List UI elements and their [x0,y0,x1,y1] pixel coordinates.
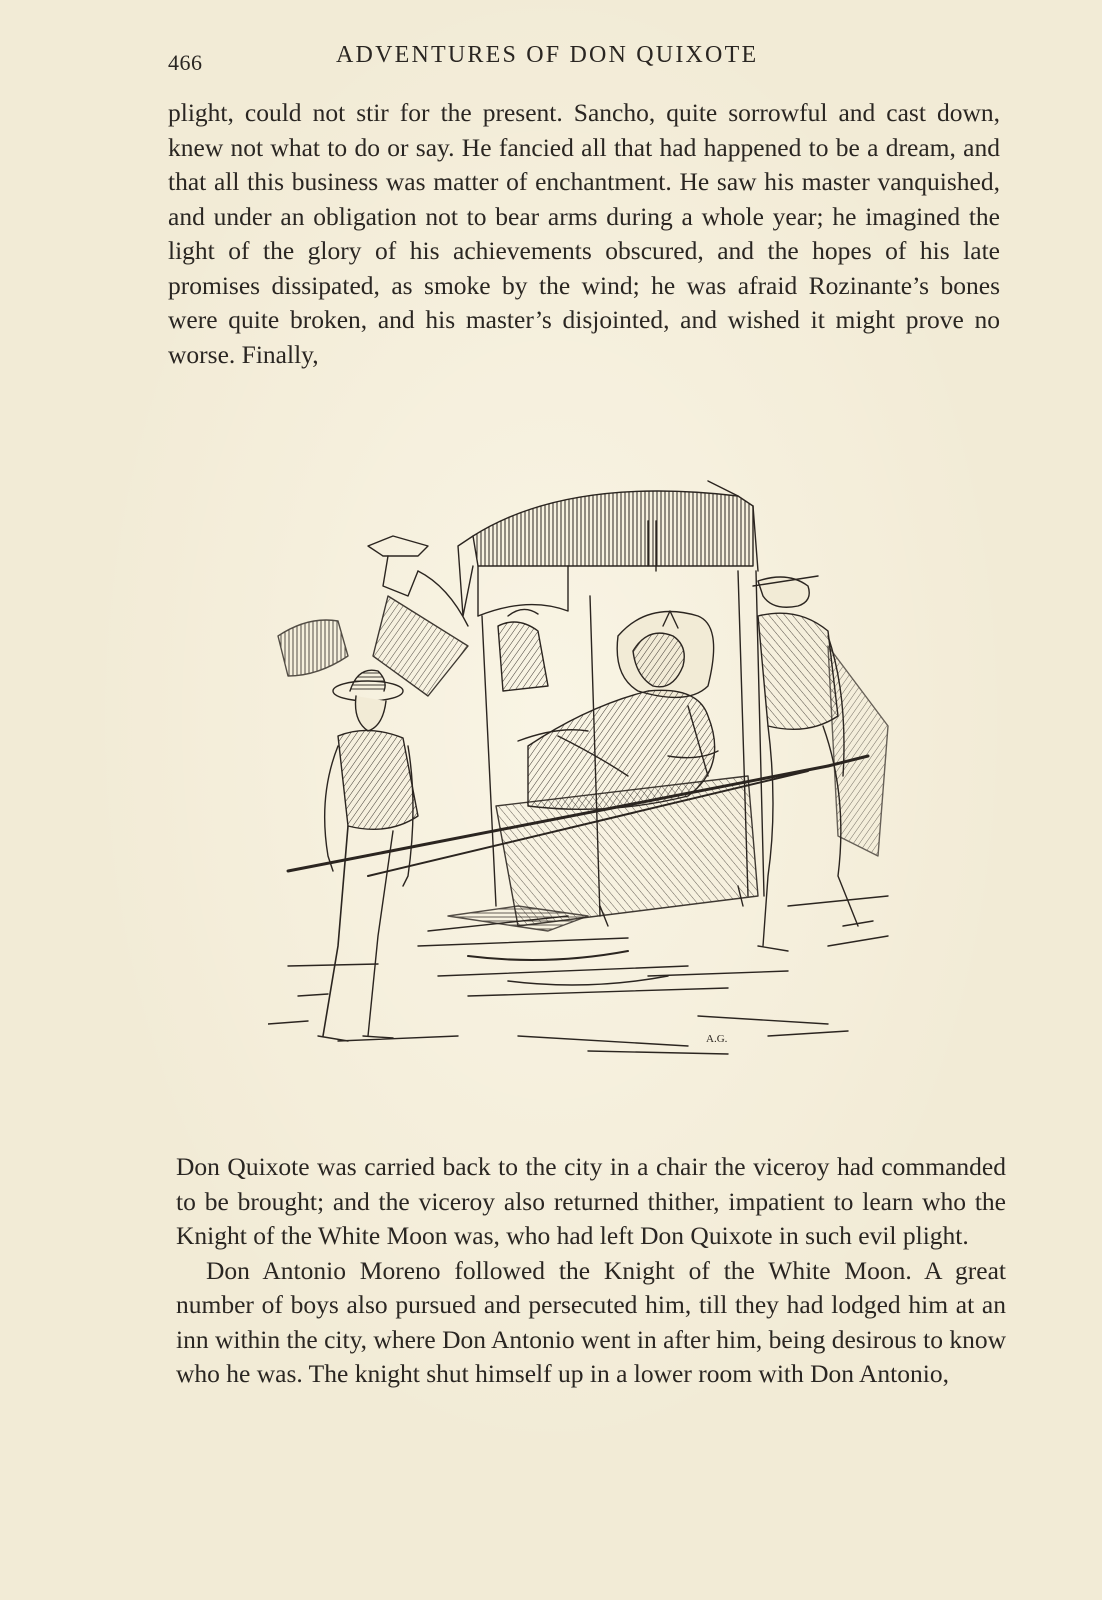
running-title: ADVENTURES OF DON QUIXOTE [336,42,759,68]
paragraph-chair: Don Quixote was carried back to the city in a chair the viceroy had commanded to be brought; and the viceroy also returned thither, impatient to learn who the Knight of the White Moon was, who had left Don Quixote in such evil plight. [176,1152,1006,1250]
page-number: 466 [168,50,203,75]
running-head [168,40,998,76]
engraver-signature: A.G. [706,1033,728,1045]
top-text-block [168,96,1000,372]
bottom-text-block [176,1150,1006,1392]
sedan-chair-engraving [268,476,903,1096]
top-paragraph: plight, could not stir for the present. Sancho, quite sorrowful and cast down, knew not what to do or say. He fancied all that had happened to be a dream, and that all this business was matter of enchantment. He saw his master vanquished, and under an obligation not to bear arms during a whole year; he imagined the light of the glory of his achievements obscured, and the hopes of his late promises dissipated, as smoke by the wind; he was afraid Rozinante’s bones were quite broken, and his master’s disjointed, and wished it might prove no worse. Finally, [168,98,1000,369]
engraving-illustration [268,476,903,1096]
paragraph-antonio: Don Antonio Moreno followed the Knight of the White Moon. A great number of boys also pursued and persecuted him, till they had lodged him at an inn within the city, where Don Antonio went in after him, being desirous to know who he was. The knight shut himself up in a lower room with Don Antonio, [176,1255,1006,1388]
